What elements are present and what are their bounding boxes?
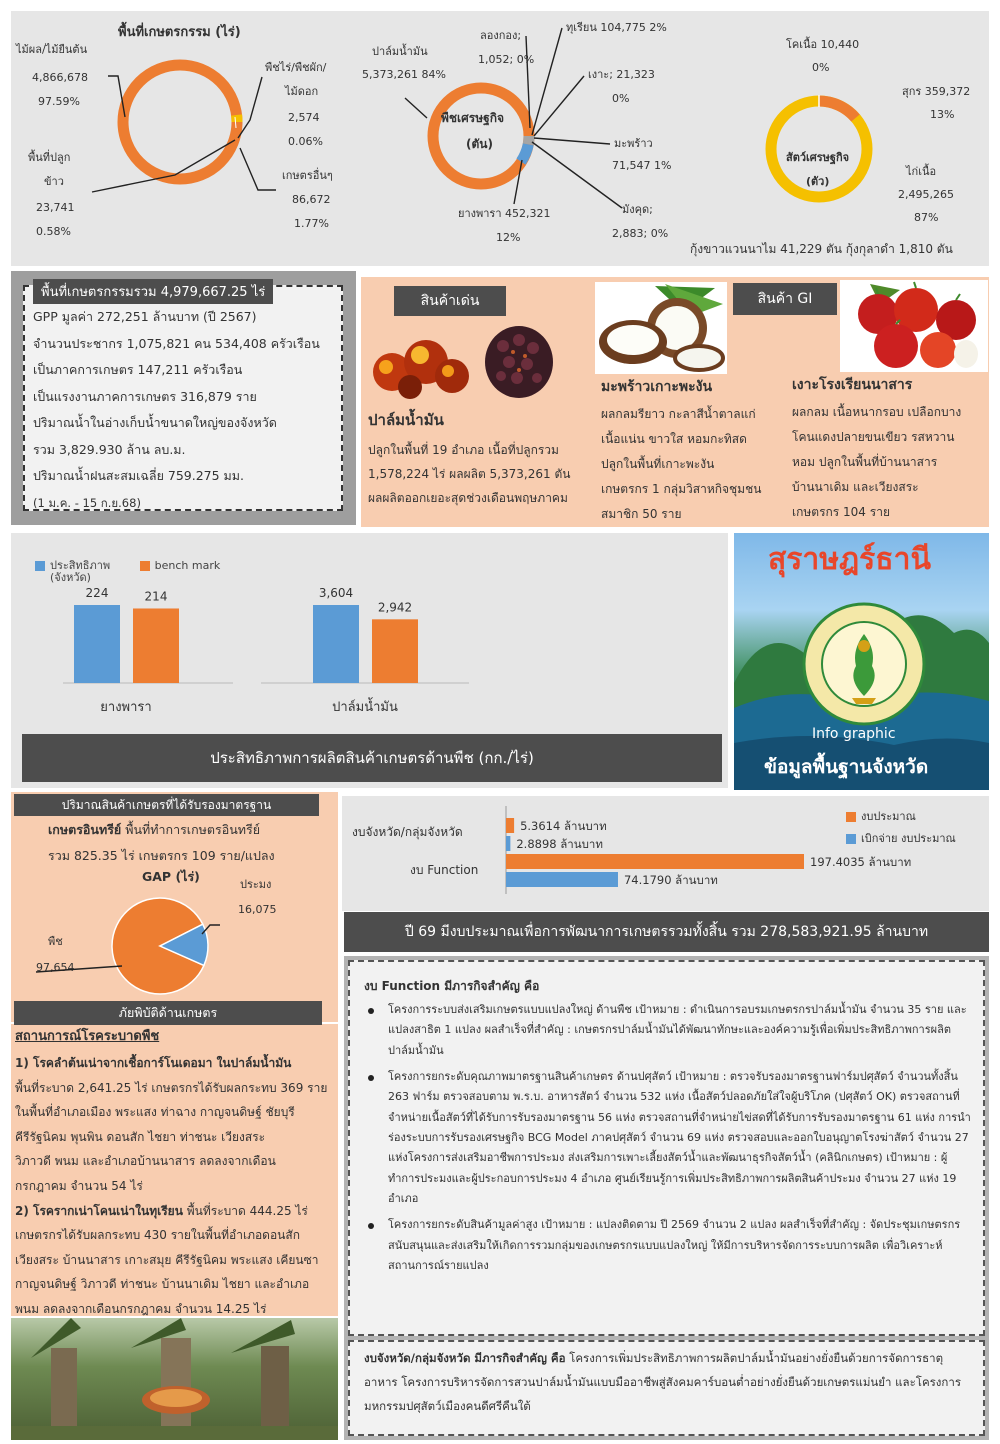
coconut-photo bbox=[595, 282, 727, 374]
area-rice-label-1: พื้นที่ปลูก bbox=[28, 151, 71, 164]
rambutan-desc-line: บ้านนาเดิม และเวียงสระ bbox=[792, 480, 919, 494]
disaster-line: กาญจนดิษฐ์ วิภาวดี ท่าชนะ บ้านนาเดิม ไชยา และอำเภอ bbox=[15, 1277, 310, 1292]
function-item: โครงการยกระดับสินค้ามูลค่าสูง เป้าหมาย : แปลงติดตาม ปี 2569 จำนวน 2 แปลง ผลสำเร็จที่สำคัญ : จัดประชุมเกษตรกรสนับสนุนและส่งเสริมให้เกิดการรวมกลุ่มของเกษตรกรแบบแปลงใหญ่ ให้มีการบริหารจัดการระบบการผลิต เพื่อวิเคราะห์สถานการณ์รายแปลง bbox=[364, 1215, 972, 1276]
bar-benchmark bbox=[133, 608, 179, 683]
summary-line: จำนวนประชากร 1,075,821 คน 534,408 ครัวเรือน bbox=[33, 335, 320, 351]
budget-bar-label: 5.3614 ล้านบาท bbox=[520, 819, 607, 833]
rambutan-desc-line: โคนแดงปลายขนเขียว รสหวาน bbox=[792, 430, 955, 444]
gap-pie-chart bbox=[108, 894, 212, 998]
area-fruit-value: 4,866,678 bbox=[32, 71, 88, 84]
legend-efficiency: ประสิทธิภาพ bbox=[50, 559, 111, 572]
province-sub-1: Info graphic bbox=[812, 726, 896, 742]
gap-plant-label: พืช bbox=[48, 935, 63, 948]
summary-line: ปริมาณน้ำฝนสะสมเฉลี่ย 759.275 มม. bbox=[33, 468, 245, 483]
province-budget-text bbox=[364, 1346, 974, 1418]
crop-rubber-1: ยางพารา 452,321 bbox=[458, 207, 551, 220]
area-field-pct: 0.06% bbox=[288, 135, 323, 148]
ministry-seal-logo bbox=[800, 600, 928, 728]
bar-row2-spent bbox=[506, 872, 618, 887]
shrimp-line: กุ้งขาวแวนนาไม 41,229 ตัน กุ้งกุลาดำ 1,810 ตัน bbox=[690, 242, 953, 256]
category-label: ยางพารา bbox=[100, 700, 152, 715]
livestock-beef-2: 0% bbox=[812, 61, 830, 74]
coconut-desc-line: สมาชิก 50 ราย bbox=[601, 507, 682, 521]
featured-title: สินค้าเด่น bbox=[394, 286, 506, 316]
livestock-center-2: (ตัว) bbox=[806, 175, 830, 188]
disaster-line: ในพื้นที่อำเภอเมือง พระแสง ท่าฉาง กาญจนดิษฐ์ ชัยบุรี bbox=[15, 1105, 295, 1120]
gap-fish-value: 16,075 bbox=[238, 903, 277, 916]
bar-value-label: 224 bbox=[85, 586, 109, 600]
bar-efficiency bbox=[74, 605, 120, 683]
budget-bar-label: 74.1790 ล้านบาท bbox=[623, 873, 718, 887]
gap-title: GAP (ไร่) bbox=[142, 869, 200, 884]
palm-bunch-photo bbox=[473, 318, 565, 400]
area-field-label-2: ไม้ดอก bbox=[285, 85, 319, 98]
disaster-line bbox=[15, 1199, 335, 1224]
crop-palm-1: ปาล์มน้ำมัน bbox=[372, 45, 428, 58]
disaster-p2-rest: พื้นที่ระบาด 444.25 ไร่ bbox=[182, 1203, 308, 1218]
rambutan-desc-line: ผลกลม เนื้อหนากรอบ เปลือกบาง bbox=[792, 405, 962, 419]
summary-line: GPP มูลค่า 272,251 ล้านบาท (ปี 2567) bbox=[33, 309, 257, 324]
organic-line-2: รวม 825.35 ไร่ เกษตรกร 109 ราย/แปลง bbox=[48, 848, 275, 863]
area-rice-value: 23,741 bbox=[36, 201, 75, 214]
livestock-chicken-2: 2,495,265 bbox=[898, 188, 954, 201]
disaster-line: เกษตรกรได้รับผลกระทบ 430 รายในพื้นที่อำเภอดอนสัก bbox=[15, 1228, 300, 1243]
legend-benchmark: bench mark bbox=[154, 559, 221, 572]
coconut-name: มะพร้าวเกาะพะงัน bbox=[601, 379, 713, 395]
function-item: โครงการระบบส่งเสริมเกษตรแบบแปลงใหญ่ ด้านพืช เป้าหมาย : ดำเนินการอบรมเกษตรกรปาล์มน้ำมัน จำนวน 35 ราย และแปลงสาธิต 1 แปลง ผลสำเร็จที่สำคัญ : เกษตรกรปาล์มน้ำมันได้พัฒนาทักษะและองค์ความรู้เพื่อเพิ่มประสิทธิภาพการผลิตปาล์มน้ำมัน bbox=[364, 1000, 972, 1061]
budget-bar-label: 197.4035 ล้านบาท bbox=[810, 855, 912, 869]
livestock-beef-1: โคเนื้อ 10,440 bbox=[786, 38, 860, 51]
coconut-desc bbox=[601, 402, 761, 527]
gap-fish-label: ประมง bbox=[240, 878, 272, 891]
crop-coconut-1: มะพร้าว bbox=[614, 137, 653, 150]
palm-name: ปาล์มน้ำมัน bbox=[368, 411, 444, 429]
crop-longkong-1: ลองกอง; bbox=[480, 29, 522, 42]
disaster-p2-bold: 2) โรครากเน่าโคนเน่าในทุเรียน bbox=[15, 1203, 183, 1218]
budget-bar-label: 2.8898 ล้านบาท bbox=[516, 837, 603, 851]
livestock-center-1: สัตว์เศรษฐกิจ bbox=[786, 151, 850, 164]
legend-efficiency-sub: (จังหวัด) bbox=[50, 571, 91, 584]
palm-disease-photo bbox=[11, 1318, 338, 1440]
disaster-line: พนม ลดลงจากเดือนกรกฎาคม จำนวน 14.25 ไร่ bbox=[15, 1301, 267, 1316]
province-sub-2: ข้อมูลพื้นฐานจังหวัด bbox=[764, 756, 929, 778]
crop-rambutan-2: 0% bbox=[612, 92, 630, 105]
crop-slice-durian bbox=[528, 136, 529, 144]
rambutan-desc-line: เกษตรกร 104 ราย bbox=[792, 505, 890, 519]
crop-center-2: (ตัน) bbox=[466, 137, 493, 151]
area-rice-pct: 0.58% bbox=[36, 225, 71, 238]
palm-desc bbox=[368, 438, 570, 510]
function-item: โครงการยกระดับคุณภาพมาตรฐานสินค้าเกษตร ด้านปศุสัตว์ เป้าหมาย : ตรวจรับรองมาตรฐานฟาร์มปศุสัตว์ จำนวนทั้งสิ้น 263 ฟาร์ม ตรวจสอบตาม พ.ร.บ. อาหารสัตว์ จำนวน 532 แห่ง เนื้อสัตว์ปลอดภัยใส่ใจผู้บริโภค (ปศุสัตว์ OK) ตรวจสถานที่จำหน่ายเนื้อสัตว์ที่ได้รับการรับรองมาตรฐาน 56 แห่ง ตรวจสถานที่จำหน่ายไข่สดที่ได้รับการรับรองมาตรฐาน 61 แห่ง การนำร่องระบบการรับรองเศรษฐกิจ BCG Model ภาคปศุสัตว์ จำนวน 69 แห่ง ตรวจสอบและออกใบอนุญาตโรงฆ่าสัตว์ จำนวน 27 แห่งโครงการส่งเสริมอาชีพการประมง ส่งเสริมการเพาะเลี้ยงสัตว์น้ำและพัฒนาธุรกิจสัตว์น้ำ (คลินิกเกษตร) เป้าหมาย : ผู้ทำการประมงและผู้ประกอบการประมง 4 อำเภอ ศูนย์เรียนรู้การเพิ่มประสิทธิภาพการผลิตสินค้าประมง จำนวน 27 แห่ง 19 อำเภอ bbox=[364, 1067, 972, 1209]
area-title: พื้นที่เกษตรกรรม (ไร่) bbox=[118, 25, 241, 40]
coconut-desc-line: เนื้อแน่น ขาวใส หอมกะทิสด bbox=[601, 432, 747, 446]
palm-desc-line: 1,578,224 ไร่ ผลผลิต 5,373,261 ตัน bbox=[368, 467, 571, 481]
rambutan-desc bbox=[792, 400, 961, 525]
disaster-line: กรกฎาคม จำนวน 54 ไร่ bbox=[15, 1178, 143, 1193]
bar-value-label: 3,604 bbox=[318, 586, 354, 600]
area-fruit-pct: 97.59% bbox=[38, 95, 80, 108]
disaster-text bbox=[15, 1051, 335, 1322]
summary-line: ปริมาณน้ำในอ่างเก็บน้ำขนาดใหญ่ของจังหวัด bbox=[33, 415, 277, 430]
crop-durian: ทุเรียน 104,775 2% bbox=[566, 21, 667, 34]
province-budget-rest: โครงการเพิ่มประสิทธิภาพการผลิตปาล์มน้ำมันอย่างยั่งยืนด้วยการจัดการธาตุอาหาร โครงการบริหารจัดการสวนปาล์มน้ำมันแบบมืออาชีพสู่สังคมคาร์บอนต่ำอย่างยั่งยืนด้วยเกษตรแม่นยำ และโครงการมหกรรมปศุสัตว์เมืองคนดีศรีคืนใต้ bbox=[364, 1351, 962, 1413]
bar-value-label: 214 bbox=[144, 589, 168, 604]
crop-rubber-2: 12% bbox=[496, 231, 521, 244]
disaster-line: วิภาวดี พนม และอำเภอบ้านนาสาร ลดลงจากเดือน bbox=[15, 1154, 276, 1169]
coconut-desc-line: ผลกลมรียาว กะลาสีน้ำตาลแก่ bbox=[601, 407, 756, 421]
organic-rest: พื้นที่ทำการเกษตรอินทรีย์ bbox=[121, 822, 261, 837]
area-other-pct: 1.77% bbox=[294, 217, 329, 230]
crop-slice-rubber bbox=[521, 144, 528, 161]
summary-heading: พื้นที่เกษตรกรรมรวม 4,979,667.25 ไร่ bbox=[33, 279, 273, 304]
area-other-value: 86,672 bbox=[292, 193, 331, 206]
bar-row1-spent bbox=[506, 836, 510, 851]
crop-mangosteen-1: มังคุด; bbox=[622, 203, 653, 216]
summary-line: เป็นภาคการเกษตร 147,211 ครัวเรือน bbox=[33, 362, 243, 377]
crop-center-1: พืชเศรษฐกิจ bbox=[441, 111, 505, 125]
summary-line: (1 ม.ค. - 15 ก.ย.68) bbox=[33, 495, 141, 510]
yield-chart-title: ประสิทธิภาพการผลิตสินค้าเกษตรด้านพืช (กก./ไร่) bbox=[22, 734, 722, 782]
yield-bar-chart bbox=[11, 533, 728, 733]
livestock-pig-2: 13% bbox=[930, 108, 955, 121]
crop-mangosteen-2: 2,883; 0% bbox=[612, 227, 669, 240]
disaster-line: คีรีรัฐนิคม พุนพิน ดอนสัก ไชยา ท่าชนะ เวียงสระ bbox=[15, 1129, 266, 1144]
budget-row1-label: งบจังหวัด/กลุ่มจังหวัด bbox=[352, 825, 463, 839]
function-heading: งบ Function มีภารกิจสำคัญ คือ bbox=[364, 979, 540, 993]
organic-line-1 bbox=[48, 818, 260, 842]
disaster-line: 1) โรคลำต้นเน่าจากเชื้อการ์โนเดอมา ในปาล์มน้ำมัน bbox=[15, 1056, 292, 1070]
crop-coconut-2: 71,547 1% bbox=[612, 159, 672, 172]
function-list bbox=[364, 1000, 972, 1282]
disaster-heading: ภัยพิบัติด้านเกษตร bbox=[14, 1001, 322, 1025]
summary-line: เป็นแรงงานภาคการเกษตร 316,879 ราย bbox=[33, 388, 257, 404]
livestock-pig-1: สุกร 359,372 bbox=[902, 85, 971, 98]
rambutan-photo bbox=[840, 280, 988, 372]
palm-desc-line: ปลูกในพื้นที่ 19 อำเภอ เนื้อที่ปลูกรวม bbox=[368, 443, 559, 457]
coconut-desc-line: เกษตรกร 1 กลุ่มวิสาหกิจชุมชน bbox=[601, 482, 762, 496]
crop-rambutan-1: เงาะ; 21,323 bbox=[588, 68, 655, 81]
bar-benchmark bbox=[372, 619, 418, 683]
gi-title: สินค้า GI bbox=[733, 283, 837, 315]
province-name: สุราษฎร์ธานี bbox=[768, 542, 931, 577]
disaster-line: พื้นที่ระบาด 2,641.25 ไร่ เกษตรกรได้รับผลกระทบ 369 ราย bbox=[15, 1080, 328, 1095]
palm-fruit-photo bbox=[370, 322, 470, 400]
summary-line: รวม 3,829.930 ล้าน ลบ.ม. bbox=[33, 441, 186, 457]
area-donut-chart bbox=[115, 57, 245, 187]
rambutan-desc-line: หอม ปลูกในพื้นที่บ้านนาสาร bbox=[792, 455, 938, 469]
budget-bar-chart bbox=[342, 796, 989, 911]
budget-total: ปี 69 มีงบประมาณเพื่อการพัฒนาการเกษตรรวมทั้งสิ้น รวม 278,583,921.95 ล้านบาท bbox=[344, 912, 989, 952]
disaster-sub: สถานการณ์โรคระบาดพืช bbox=[15, 1029, 160, 1044]
livestock-chicken-3: 87% bbox=[914, 211, 939, 224]
organic-bold: เกษตรอินทรีย์ bbox=[48, 822, 122, 837]
legend-spent: เบิกจ่าย งบประมาณ bbox=[861, 832, 956, 845]
rambutan-name: เงาะโรงเรียนนาสาร bbox=[792, 377, 913, 393]
legend-budget: งบประมาณ bbox=[861, 810, 916, 823]
coconut-desc-line: ปลูกในพื้นที่เกาะพะงัน bbox=[601, 457, 715, 471]
budget-row2-label: งบ Function bbox=[410, 863, 479, 877]
livestock-slice-pig bbox=[819, 101, 856, 118]
province-budget-bold: งบจังหวัด/กลุ่มจังหวัด มีภารกิจสำคัญ คือ bbox=[364, 1351, 566, 1365]
area-other-label: เกษตรอื่นๆ bbox=[282, 169, 333, 182]
palm-desc-line: ผลผลิตออกเยอะสุดช่วงเดือนพฤษภาคม bbox=[368, 491, 568, 505]
area-field-label-1: พืชไร่/พืชผัก/ bbox=[265, 61, 327, 74]
disaster-line: เวียงสระ บ้านนาสาร เกาะสมุย คีรีรัฐนิคม พระแสง เคียนซา bbox=[15, 1252, 319, 1267]
area-rice-label-2: ข้าว bbox=[44, 175, 64, 188]
summary-lines bbox=[33, 304, 351, 516]
bar-efficiency bbox=[313, 605, 359, 683]
area-field-value: 2,574 bbox=[288, 111, 320, 124]
bar-row1-budget bbox=[506, 818, 514, 833]
gap-plant-value: 97,654 bbox=[36, 961, 75, 974]
category-label: ปาล์มน้ำมัน bbox=[332, 700, 398, 715]
crop-longkong-2: 1,052; 0% bbox=[478, 53, 535, 66]
area-fruit-label: ไม้ผล/ไม้ยืนต้น bbox=[16, 43, 88, 56]
crop-palm-2: 5,373,261 84% bbox=[362, 68, 446, 81]
livestock-chicken-1: ไก่เนื้อ bbox=[906, 165, 937, 178]
standards-heading: ปริมาณสินค้าเกษตรที่ได้รับรองมาตรฐาน bbox=[14, 794, 319, 816]
bar-value-label: 2,942 bbox=[377, 600, 413, 615]
bar-row2-budget bbox=[506, 854, 804, 869]
